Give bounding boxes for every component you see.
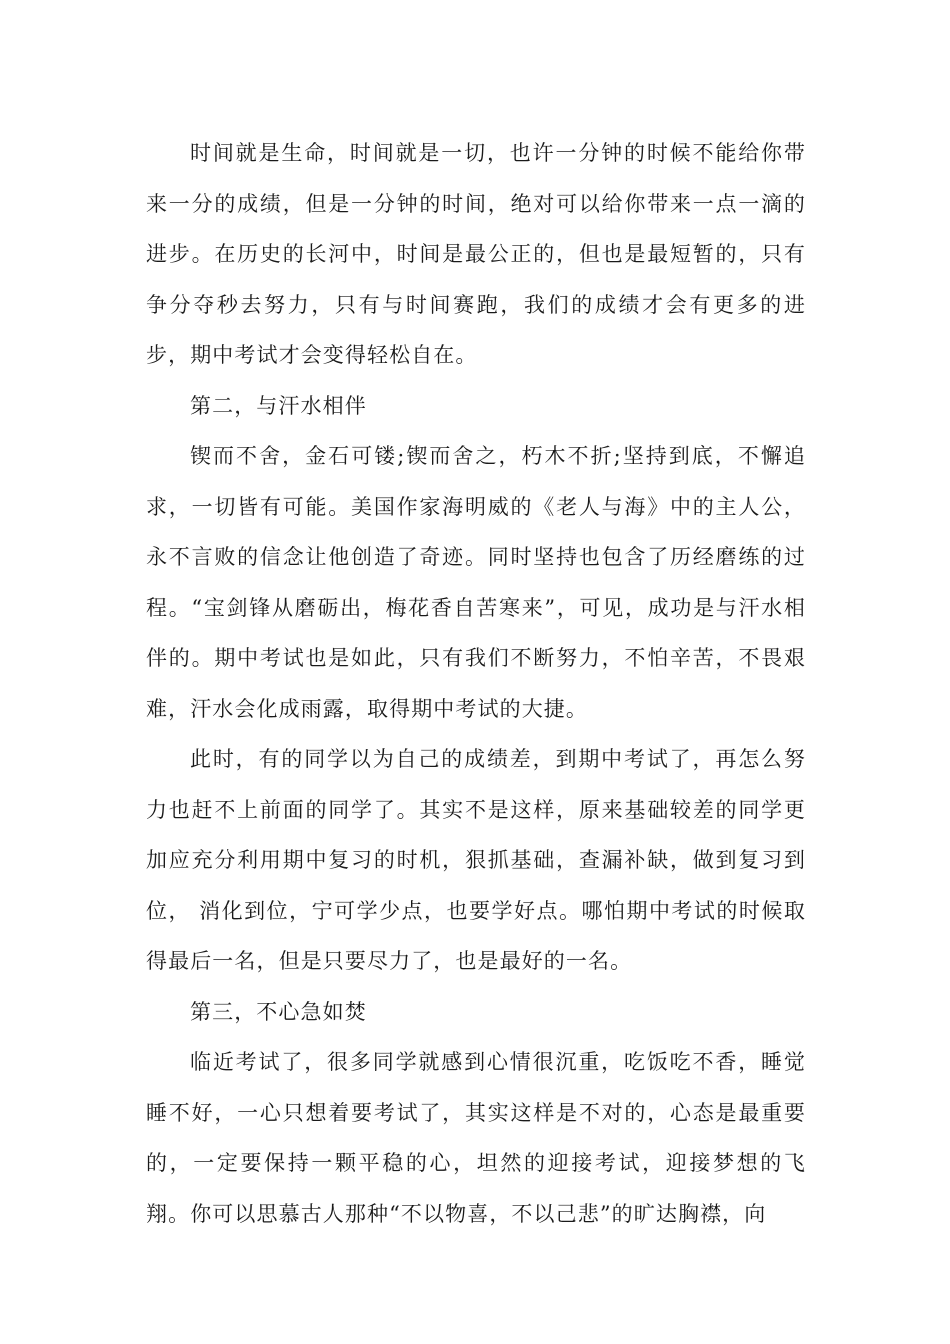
paragraph-calm-mind: 临近考试了，很多同学就感到心情很沉重，吃饭吃不香，睡觉睡不好，一心只想着要考试了，其实这样是不对的，心态是最重要的，一定要保持一颗平稳的心，坦然的迎接考试，迎接梦想的飞翔。你可以思慕古人那种“不以物喜，不以己悲”的旷达胸襟，向 (146, 1050, 806, 1226)
document-body (146, 128, 806, 1239)
paragraph-weak-students: 此时，有的同学以为自己的成绩差，到期中考试了，再怎么努力也赶不上前面的同学了。其实不是这样，原来基础较差的同学更加应充分利用期中复习的时机，狠抓基础，查漏补缺，做到复习到位， 消化到位，宁可学少点，也要学好点。哪怕期中考试的时候取得最后一名，但是只要尽力了，也是最好的一名。 (146, 747, 806, 973)
paragraph-time-is-life: 时间就是生命，时间就是一切，也许一分钟的时候不能给你带来一分的成绩，但是一分钟的时间，绝对可以给你带来一点一滴的进步。在历史的长河中，时间是最公正的，但也是最短暂的，只有争分夺秒去努力，只有与时间赛跑，我们的成绩才会有更多的进步，期中考试才会变得轻松自在。 (146, 141, 806, 367)
section-heading-three: 第三，不心急如焚 (190, 999, 367, 1024)
section-heading-two: 第二，与汗水相伴 (190, 393, 367, 418)
paragraph-perseverance: 锲而不舍，金石可镂;锲而舍之，朽木不折;坚持到底，不懈追求，一切皆有可能。美国作家海明威的《老人与海》中的主人公，永不言败的信念让他创造了奇迹。同时坚持也包含了历经磨练的过程。“宝剑锋从磨砺出，梅花香自苦寒来”，可见，成功是与汗水相伴的。期中考试也是如此，只有我们不断努力，不怕辛苦，不畏艰难，汗水会化成雨露，取得期中考试的大捷。 (146, 444, 806, 721)
